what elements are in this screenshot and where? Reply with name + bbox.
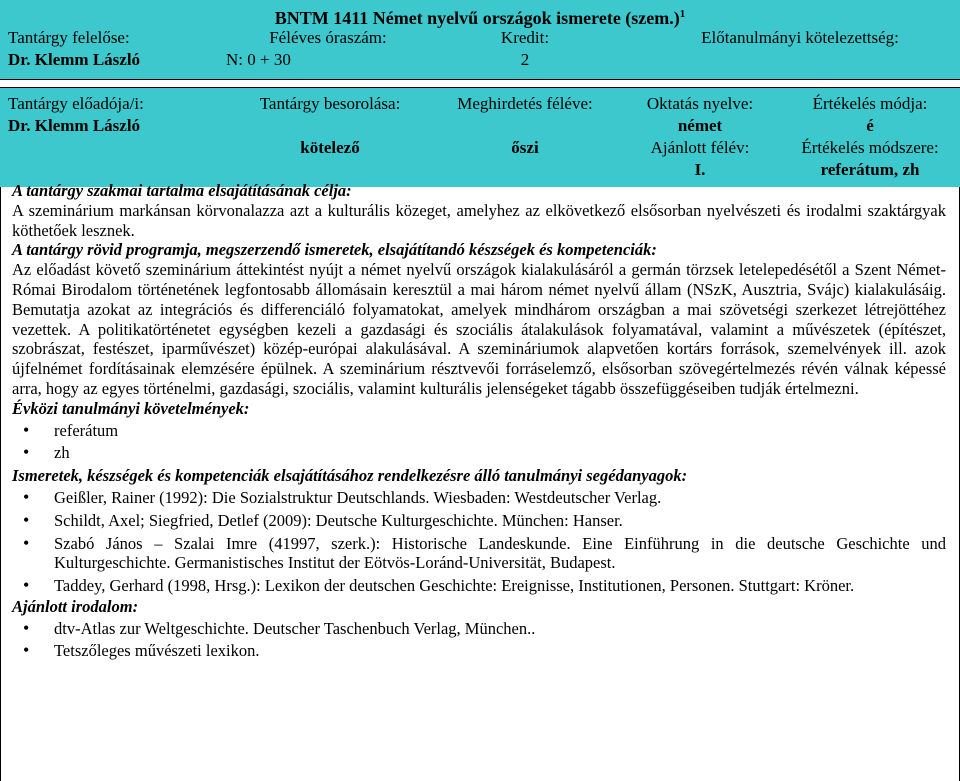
course-content [0, 181, 960, 781]
language-label: Oktatás nyelve: [646, 94, 754, 113]
list-item: • Geißler, Rainer (1992): Die Sozialstruktur Deutschlands. Wiesbaden: Westdeutscher Verlag. [12, 488, 946, 508]
credit-value: 2 [520, 50, 530, 69]
classification-value: kötelező [300, 138, 360, 157]
aim-text: A szeminárium markánsan körvonalazza azt a kulturális közeget, amelyhez az elkövetkező elsősorban nyelvészeti és irodalmi szaktárgyak köthetőek lesznek. [12, 200, 946, 240]
semester-value: őszi [511, 138, 539, 157]
eval-mode-value: é [866, 116, 874, 135]
list-item: • zh [12, 443, 946, 463]
classification-label: Tantárgy besorolása: [259, 94, 401, 113]
header-spacer [0, 80, 960, 88]
eval-method-value: referátum, zh [820, 160, 920, 179]
recommended-label: Ajánlott félév: [650, 138, 750, 157]
semester-label: Meghirdetés féléve: [457, 94, 593, 113]
list-item: • Szabó János – Szalai Imre (41997, szerk.): Historische Landeskunde. Eine Einführung in die deutsche Geschichte und Kulturgeschichte. Germanistisches Institut der Eötvös-Loránd-Universität, Budapest. [12, 534, 946, 574]
program-heading: A tantárgy rövid programja, megszerzendő ismeretek, elsajátítandó készségek és kompetenciák: [12, 240, 657, 260]
course-meta [0, 88, 960, 187]
responsible-name: Dr. Klemm László [8, 50, 141, 69]
list-item: • Tetszőleges művészeti lexikon. [12, 641, 946, 661]
list-item: • Taddey, Gerhard (1998, Hrsg.): Lexikon der deutschen Geschichte: Ereignisse, Institutionen, Personen. Stuttgart: Kröner. [12, 576, 946, 596]
aids-heading: Ismeretek, készségek és kompetenciák elsajátításához rendelkezésre álló tanulmányi segédanyagok: [12, 466, 688, 486]
eval-method-label: Értékelés módszere: [801, 138, 939, 157]
course-title: BNTM 1411 Német nyelvű országok ismerete (szem.)$^1$ [274, 8, 686, 28]
recommended-value: I. [694, 160, 706, 179]
responsible-label: Tantárgy felelőse: [8, 28, 130, 47]
aids-list [12, 488, 946, 596]
list-item: • dtv-Atlas zur Weltgeschichte. Deutscher Taschenbuch Verlag, München.. [12, 619, 946, 639]
list-item: • Schildt, Axel; Siegfried, Detlef (2009): Deutsche Kulturgeschichte. München: Hanser. [12, 511, 946, 531]
hours-value: N: 0 + 30 [226, 50, 291, 69]
literature-list [12, 619, 946, 661]
lecturer-label: Tantárgy előadója/i: [8, 94, 144, 113]
eval-mode-label: Értékelés módja: [812, 94, 928, 113]
list-item: • referátum [12, 421, 946, 441]
requirements-list [12, 421, 946, 464]
literature-heading: Ajánlott irodalom: [12, 596, 139, 616]
program-text: Az előadást követő szeminárium áttekintést nyújt a német nyelvű országok kialakulásáról a germán törzsek letelepedésétől a Szent Német-Római Birodalom történetének legfontosabb állomásain keresztül a mai három német nyelvű állam (NSzK, Ausztria, Svájc) kialakulásáig. Bemutatja azokat az integrációs és differenciáló folyamatokat, amelyek mindhárom országban a mai szövetségi szerkezet létrejöttéhez vezettek. A politikatörténetet egységben kezeli a gazdasági és szociális átalakulások folyamatával, valamint a művészetek (építészet, szobrászat, festészet, iparművészet) közép-európai alakulásával. A szemináriumok alapvetően kortárs források, szemelvények ill. azok újfelnémet fordításainak elemzésére épülnek. A szeminárium résztvevői forráselemző, elsősorban szövegértelmezés révén válnak képessé arra, hogy az egyes történelmi, gazdasági, szociális, valamint kulturális jelenségeket tágabb összefüggéseiben tudják értelmezni. [12, 260, 946, 398]
credit-label: Kredit: [500, 28, 550, 47]
course-header [0, 0, 960, 80]
footnote-mark: 1 [679, 8, 686, 20]
prereq-label: Előtanulmányi kötelezettség: [701, 28, 899, 47]
content-body [12, 181, 946, 660]
hours-label: Féléves óraszám: [269, 28, 387, 47]
lecturer-name: Dr. Klemm László [8, 116, 141, 135]
language-value: német [677, 116, 723, 135]
requirements-heading: Évközi tanulmányi követelmények: [12, 398, 250, 418]
aim-heading: A tantárgy szakmai tartalma elsajátításának célja: [12, 181, 352, 200]
